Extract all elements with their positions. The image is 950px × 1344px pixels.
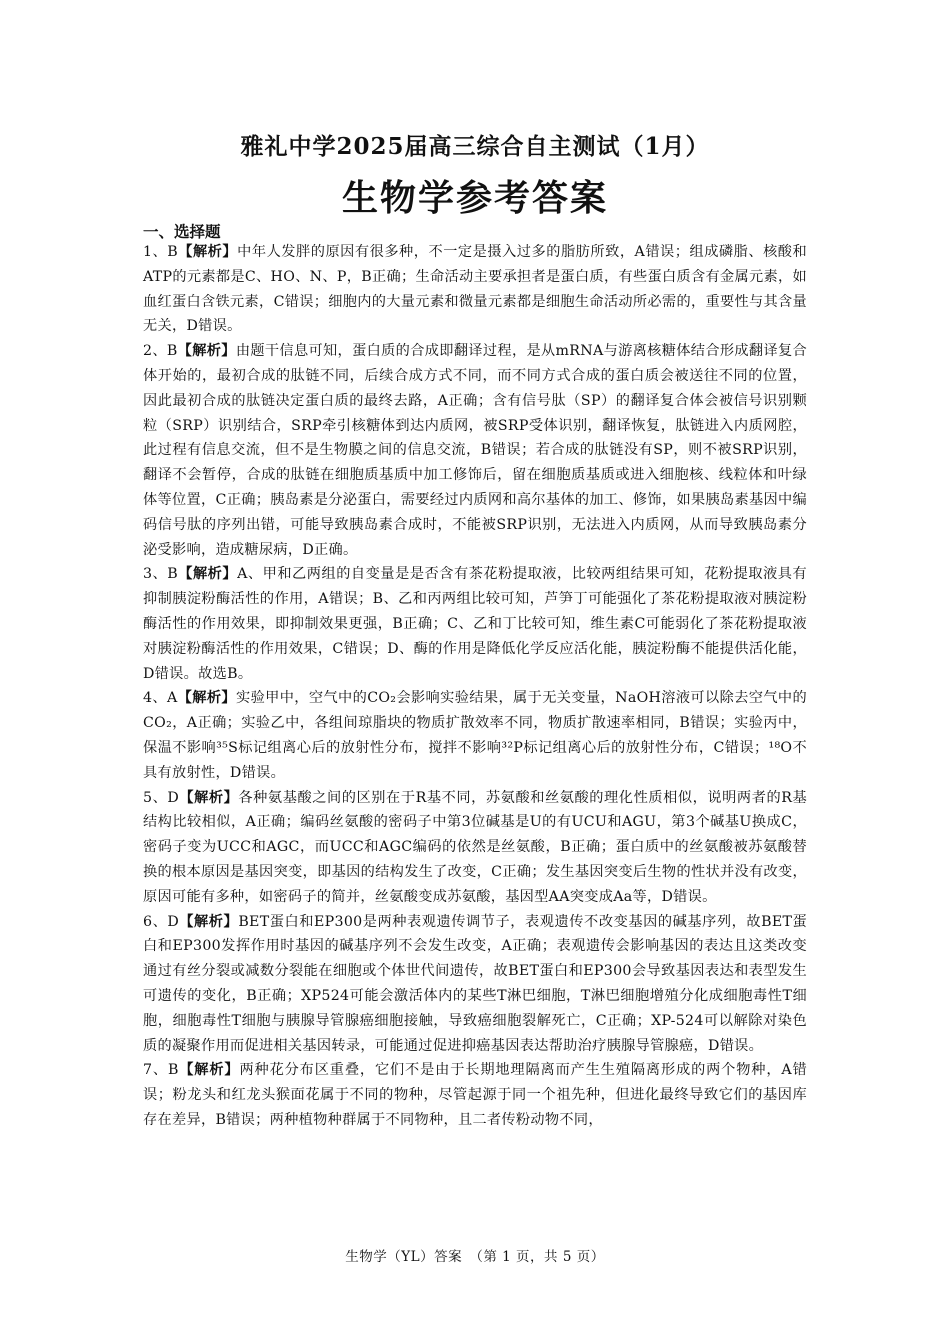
answer-number: 7、B [143, 1062, 179, 1079]
answer-item-1 [143, 240, 807, 339]
analysis-text: 各种氨基酸之间的区别在于R基不同，苏氨酸和丝氨酸的理化性质相似，说明两者的R基结构比较相似，A正确；编码丝氨酸的密码子中第3位碱基是U的有UCU和AGU，第3个碱基U换成C，密码子变为UCC和AGC，而UCC和AGC编码的依然是丝氨酸，B正确；蛋白质中的丝氨酸被苏氨酸替换的根本原因是基因突变，即基因的结构发生了改变，C正确；发生基因突变后生物的性状并没有改变，原因可能有多种，如密码子的简并，丝氨酸变成苏氨酸，基因型AA突变成Aa等，D错误。 [143, 789, 807, 905]
answer-number: 4、A [143, 690, 178, 707]
answer-item-7 [143, 1058, 807, 1132]
analysis-text: 中年人发胖的原因有很多种，不一定是摄入过多的脂肪所致，A错误；组成磷脂、核酸和ATP的元素都是C、HO、N、P，B正确；生命活动主要承担者是蛋白质，有些蛋白质含有金属元素，如血红蛋白含铁元素，C错误；细胞内的大量元素和微量元素都是细胞生命活动所必需的，重要性与其含量无关，D错误。 [143, 244, 807, 335]
answer-item-4 [143, 686, 807, 785]
analysis-tag: 【解析】 [178, 244, 238, 260]
analysis-text: 实验甲中，空气中的CO₂会影响实验结果，属于无关变量，NaOH溶液可以除去空气中的CO₂，A正确；实验乙中，各组间琼脂块的物质扩散效率不同，物质扩散速率相同，B错误；实验丙中，保温不影响³⁵S标记组离心后的放射性分布，搅拌不影响³²P标记组离心后的放射性分布，C错误；¹⁸O不具有放射性，D错误。 [143, 690, 807, 781]
answer-number: 6、D [143, 913, 180, 930]
answer-item-5 [143, 786, 807, 910]
analysis-tag: 【解析】 [178, 566, 238, 583]
analysis-text: 两种花分布区重叠，它们不是由于长期地理隔离而产生生殖隔离形成的两个物种，A错误；粉龙头和红龙头猴面花属于不同的物种，尽管起源于同一个祖先种，但进化最终导致它们的基因库存在差异，B错误；两种植物种群属于不同物种，且二者传粉动物不同， [143, 1062, 807, 1128]
analysis-tag: 【解析】 [178, 1062, 240, 1079]
analysis-tag: 【解析】 [177, 690, 236, 707]
answer-item-2 [143, 339, 807, 562]
analysis-text: BET蛋白和EP300是两种表观遗传调节子，表观遗传不改变基因的碱基序列，故BET蛋白和EP300发挥作用时基因的碱基序列不会发生改变，A正确；表观遗传会影响基因的表达且这类改变通过有丝分裂或减数分裂能在细胞或个体世代间遗传，故BET蛋白和EP300会导致基因表达和表型发生可遗传的变化，B正确；XP524可能会激活体内的某些T淋巴细胞，T淋巴细胞增殖分化成细胞毒性T细胞，细胞毒性T细胞与胰腺导管腺癌细胞接触，导致癌细胞裂解死亡，C正确；XP-524可以解除对染色质的凝聚作用而促进相关基因转录，可能通过促进抑癌基因表达帮助治疗胰腺导管腺癌，D错误。 [143, 913, 808, 1054]
answer-number: 1、B [143, 244, 179, 260]
answer-number: 2、B [143, 343, 178, 360]
analysis-tag: 【解析】 [179, 789, 239, 806]
answer-item-3 [143, 562, 807, 686]
exam-title: 雅礼中学2025届高三综合自主测试（1月） [240, 133, 710, 160]
answer-list [143, 240, 807, 1133]
document-subtitle: 生物学参考答案 [341, 178, 608, 219]
answer-item-6 [143, 910, 807, 1059]
analysis-text: A、甲和乙两组的自变量是是否含有茶花粉提取液，比较两组结果可知，花粉提取液具有抑制胰淀粉酶活性的作用，A错误；B、乙和丙两组比较可知，芦笋丁可能强化了茶花粉提取液对胰淀粉酶活性的作用效果，即抑制效果更强，B正确；C、乙和丁比较可知，维生素C可能弱化了茶花粉提取液对胰淀粉酶活性的作用效果，C错误；D、酶的作用是降低化学反应活化能，胰淀粉酶不能提供活化能，D错误。故选B。 [143, 566, 807, 682]
answer-number: 3、B [143, 566, 179, 583]
page-footer: 生物学（YL）答案 （第 1 页，共 5 页） [345, 1249, 605, 1265]
analysis-tag: 【解析】 [177, 343, 236, 360]
analysis-tag: 【解析】 [179, 913, 239, 930]
answer-number: 5、D [143, 789, 180, 806]
section-heading: 一、选择题 [143, 223, 221, 241]
analysis-text: 由题干信息可知，蛋白质的合成即翻译过程，是从mRNA与游离核糖体结合形成翻译复合体开始的，最初合成的肽链不同，后续合成方式不同，而不同方式合成的蛋白质会被送往不同的位置，因此最初合成的肽链决定蛋白质的最终去路，A正确；含有信号肽（SP）的翻译复合体会被信号识别颗粒（SRP）识别结合，SRP牵引核糖体到达内质网，被SRP受体识别，翻译恢复，肽链进入内质网腔，此过程有信息交流，但不是生物膜之间的信息交流，B错误；若合成的肽链没有SP，则不被SRP识别，翻译不会暂停，合成的肽链在细胞质基质中加工修饰后，留在细胞质基质或进入细胞核、线粒体和叶绿体等位置，C正确；胰岛素是分泌蛋白，需要经过内质网和高尔基体的加工、修饰，如果胰岛素基因中编码信号肽的序列出错，可能导致胰岛素合成时，不能被SRP识别，无法进入内质网，从而导致胰岛素分泌受影响，造成糖尿病，D正确。 [143, 343, 807, 558]
